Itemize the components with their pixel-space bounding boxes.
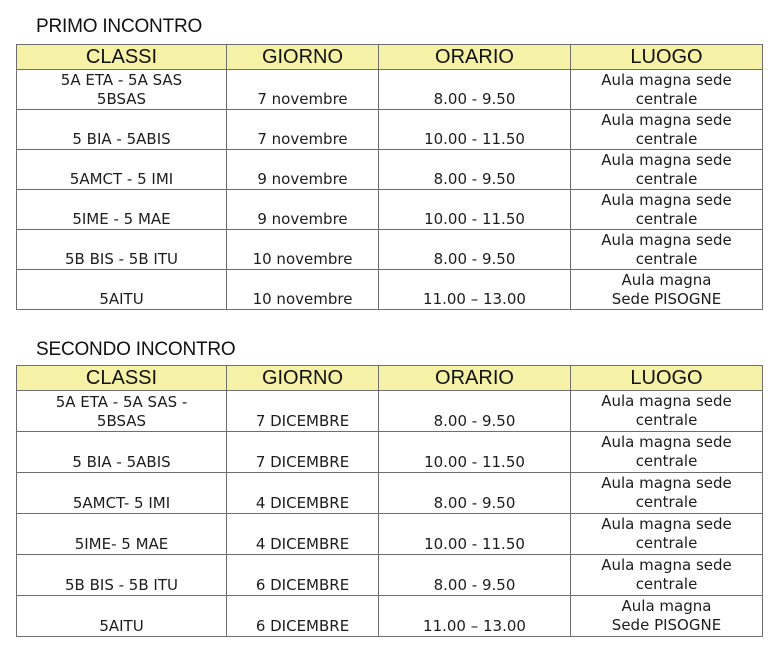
day-cell: 10 novembre: [227, 230, 379, 270]
day-cell: 6 DICEMBRE: [227, 596, 379, 637]
classes-cell: [17, 514, 227, 555]
classes-line: 5IME - 5 MAE: [72, 210, 171, 228]
place-cell: [571, 391, 763, 432]
table-row: [17, 473, 763, 514]
place-cell: [571, 473, 763, 514]
place-line: centrale: [635, 534, 698, 552]
header-orario: ORARIO: [379, 45, 571, 70]
classes-cell: [17, 190, 227, 230]
schedule-table-secondo-incontro: [16, 365, 763, 637]
classes-line: 5B BIS - 5B ITU: [65, 576, 178, 594]
day-cell: 4 DICEMBRE: [227, 473, 379, 514]
place-cell: [571, 110, 763, 150]
time-cell: 8.00 - 9.50: [379, 150, 571, 190]
place-cell: [571, 596, 763, 637]
classes-cell: [17, 110, 227, 150]
place-line: centrale: [635, 129, 698, 148]
classes-cell: [17, 270, 227, 310]
place-line: centrale: [635, 209, 698, 228]
day-cell: 7 DICEMBRE: [227, 432, 379, 473]
place-cell: [571, 514, 763, 555]
place-line: Aula magna sede: [601, 433, 732, 451]
place-line: centrale: [635, 411, 698, 429]
place-line: Aula magna: [621, 597, 712, 615]
classes-line: 5IME- 5 MAE: [74, 535, 169, 553]
classes-line: 5AMCT- 5 IMI: [72, 494, 171, 512]
classes-line: 5 BIA - 5ABIS: [72, 130, 171, 148]
place-line: Aula magna sede: [601, 230, 732, 249]
place-line: centrale: [635, 452, 698, 470]
place-line: Aula magna sede: [601, 392, 732, 410]
header-row: [17, 366, 763, 391]
place-cell: [571, 190, 763, 230]
table-row: [17, 555, 763, 596]
time-cell: 8.00 - 9.50: [379, 473, 571, 514]
header-orario: ORARIO: [379, 366, 571, 391]
time-cell: 8.00 - 9.50: [379, 555, 571, 596]
header-giorno: GIORNO: [227, 366, 379, 391]
place-line: Aula magna sede: [601, 150, 732, 169]
place-line: Aula magna sede: [601, 110, 732, 129]
day-cell: 7 novembre: [227, 110, 379, 150]
classes-line: 5AITU: [99, 617, 144, 635]
table-row: [17, 230, 763, 270]
classes-cell: [17, 230, 227, 270]
place-cell: [571, 70, 763, 110]
day-cell: 6 DICEMBRE: [227, 555, 379, 596]
time-cell: 11.00 – 13.00: [379, 270, 571, 310]
table-row: [17, 596, 763, 637]
header-row: [17, 45, 763, 70]
classes-cell: [17, 70, 227, 110]
table-row: [17, 432, 763, 473]
classes-cell: [17, 432, 227, 473]
time-cell: 10.00 - 11.50: [379, 514, 571, 555]
header-giorno: GIORNO: [227, 45, 379, 70]
classes-line: 5AITU: [99, 290, 144, 308]
header-classi: CLASSI: [17, 366, 227, 391]
time-cell: 11.00 – 13.00: [379, 596, 571, 637]
place-line: Sede PISOGNE: [611, 289, 722, 308]
place-line: centrale: [635, 493, 698, 511]
place-cell: [571, 150, 763, 190]
place-line: Aula magna sede: [601, 70, 732, 89]
place-line: Aula magna sede: [601, 190, 732, 209]
time-cell: 10.00 - 11.50: [379, 432, 571, 473]
place-cell: [571, 555, 763, 596]
classes-line: 5AMCT - 5 IMI: [69, 170, 174, 188]
time-cell: 10.00 - 11.50: [379, 190, 571, 230]
classes-line: 5A ETA - 5A SAS -: [55, 393, 188, 411]
header-luogo: LUOGO: [571, 45, 763, 70]
classes-cell: [17, 555, 227, 596]
place-line: Aula magna sede: [601, 515, 732, 533]
place-line: Aula magna: [621, 270, 712, 289]
header-classi: CLASSI: [17, 45, 227, 70]
section-title-secondo-incontro: SECONDO INCONTRO: [36, 339, 236, 360]
table-row: [17, 391, 763, 432]
day-cell: 7 DICEMBRE: [227, 391, 379, 432]
classes-line: 5BSAS: [96, 412, 147, 430]
classes-line: 5B BIS - 5B ITU: [65, 250, 178, 268]
table-row: [17, 70, 763, 110]
table-row: [17, 270, 763, 310]
table-row: [17, 150, 763, 190]
time-cell: 10.00 - 11.50: [379, 110, 571, 150]
day-cell: 9 novembre: [227, 190, 379, 230]
place-cell: [571, 432, 763, 473]
classes-line: 5A ETA - 5A SAS: [60, 71, 183, 89]
day-cell: 4 DICEMBRE: [227, 514, 379, 555]
place-line: centrale: [635, 575, 698, 593]
classes-cell: [17, 150, 227, 190]
schedule-table-primo-incontro: [16, 44, 763, 310]
classes-line: 5 BIA - 5ABIS: [72, 453, 171, 471]
time-cell: 8.00 - 9.50: [379, 230, 571, 270]
place-cell: [571, 230, 763, 270]
place-line: Sede PISOGNE: [611, 616, 722, 634]
classes-cell: [17, 596, 227, 637]
day-cell: 9 novembre: [227, 150, 379, 190]
time-cell: 8.00 - 9.50: [379, 391, 571, 432]
section-title-primo-incontro: PRIMO INCONTRO: [36, 16, 203, 37]
place-cell: [571, 270, 763, 310]
place-line: Aula magna sede: [601, 474, 732, 492]
day-cell: 10 novembre: [227, 270, 379, 310]
place-line: Aula magna sede: [601, 556, 732, 574]
day-cell: 7 novembre: [227, 70, 379, 110]
header-luogo: LUOGO: [571, 366, 763, 391]
classes-cell: [17, 473, 227, 514]
classes-cell: [17, 391, 227, 432]
classes-line: 5BSAS: [96, 90, 147, 108]
table-row: [17, 110, 763, 150]
place-line: centrale: [635, 89, 698, 108]
place-line: centrale: [635, 249, 698, 268]
table-row: [17, 190, 763, 230]
table-row: [17, 514, 763, 555]
time-cell: 8.00 - 9.50: [379, 70, 571, 110]
place-line: centrale: [635, 169, 698, 188]
